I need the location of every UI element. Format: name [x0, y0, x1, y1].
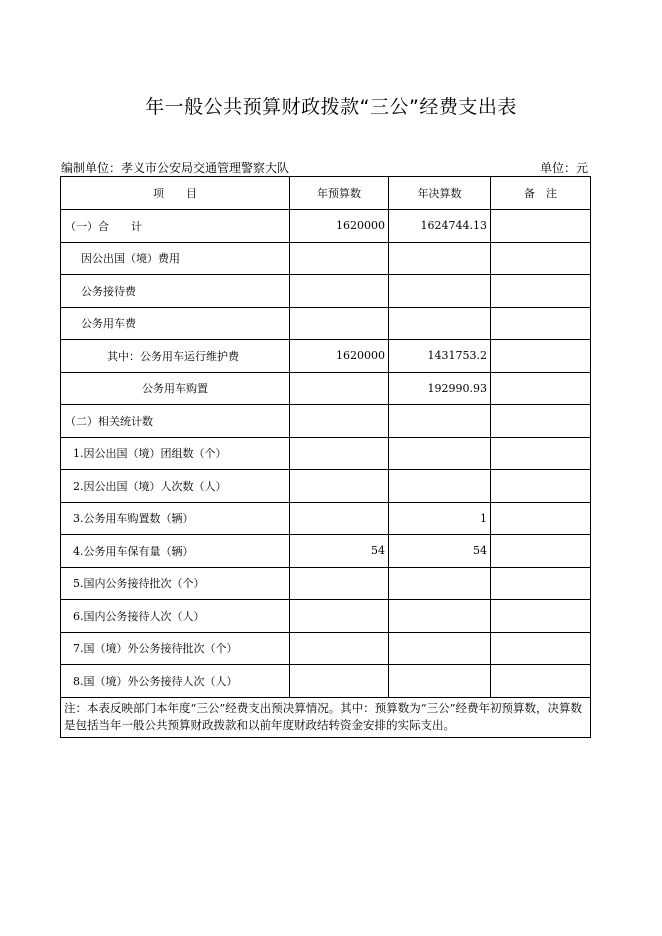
- row-budget: [290, 405, 389, 438]
- row-item: （一）合 计: [61, 210, 290, 243]
- row-final: [389, 437, 491, 470]
- row-item: 公务接待费: [61, 275, 290, 308]
- row-budget: [290, 470, 389, 503]
- row-remark: [491, 307, 591, 340]
- table-row: [61, 340, 591, 373]
- row-remark: [491, 502, 591, 535]
- row-remark: [491, 600, 591, 633]
- row-budget: [290, 665, 389, 698]
- row-remark: [491, 470, 591, 503]
- row-remark: [491, 372, 591, 405]
- table-note: 注：本表反映部门本年度“三公”经费支出预决算情况。其中：预算数为“三公”经费年初预算数，决算数是包括当年一般公共预算财政拨款和以前年度财政结转资金安排的实际支出。: [61, 697, 591, 737]
- table-row: [61, 600, 591, 633]
- row-item: 因公出国（境）费用: [61, 242, 290, 275]
- row-budget: [290, 275, 389, 308]
- row-budget: 54: [290, 535, 389, 568]
- row-remark: [491, 437, 591, 470]
- row-final: [389, 307, 491, 340]
- row-budget: [290, 567, 389, 600]
- row-final: [389, 632, 491, 665]
- row-item: 3.公务用车购置数（辆）: [61, 502, 290, 535]
- header-item: 项 目: [61, 177, 290, 210]
- table-row: [61, 470, 591, 503]
- row-final: 1624744.13: [389, 210, 491, 243]
- row-item: 4.公务用车保有量（辆）: [61, 535, 290, 568]
- row-final: 192990.93: [389, 372, 491, 405]
- page-title: 年一般公共预算财政拨款“三公”经费支出表: [145, 96, 517, 118]
- table-row: [61, 665, 591, 698]
- row-final: [389, 405, 491, 438]
- table-row: [61, 307, 591, 340]
- row-budget: 1620000: [290, 340, 389, 373]
- table-row: [61, 275, 591, 308]
- row-remark: [491, 405, 591, 438]
- row-final: 1431753.2: [389, 340, 491, 373]
- row-final: [389, 600, 491, 633]
- table-row: [61, 632, 591, 665]
- note-row: [61, 697, 591, 737]
- row-item: 其中：公务用车运行维护费: [61, 340, 290, 373]
- table-row: [61, 502, 591, 535]
- row-item: （二）相关统计数: [61, 405, 290, 438]
- row-final: 54: [389, 535, 491, 568]
- row-budget: [290, 600, 389, 633]
- table-header-row: [61, 177, 591, 210]
- header-remark: 备 注: [491, 177, 591, 210]
- row-final: 1: [389, 502, 491, 535]
- table-row: [61, 437, 591, 470]
- row-item: 6.国内公务接待人次（人）: [61, 600, 290, 633]
- row-final: [389, 242, 491, 275]
- row-budget: [290, 372, 389, 405]
- row-final: [389, 275, 491, 308]
- row-remark: [491, 275, 591, 308]
- table-row: [61, 535, 591, 568]
- expense-table: [60, 176, 591, 738]
- row-item: 8.国（境）外公务接待人次（人）: [61, 665, 290, 698]
- row-remark: [491, 567, 591, 600]
- row-final: [389, 567, 491, 600]
- header-final: 年决算数: [389, 177, 491, 210]
- row-remark: [491, 340, 591, 373]
- row-budget: [290, 242, 389, 275]
- row-remark: [491, 242, 591, 275]
- row-remark: [491, 210, 591, 243]
- row-item: 2.因公出国（境）人次数（人）: [61, 470, 290, 503]
- org-label: 编制单位：孝义市公安局交通管理警察大队: [61, 161, 290, 175]
- row-item: 5.国内公务接待批次（个）: [61, 567, 290, 600]
- table-row: [61, 210, 591, 243]
- row-final: [389, 470, 491, 503]
- row-remark: [491, 665, 591, 698]
- unit-label: 单位：元: [539, 161, 588, 175]
- row-budget: [290, 632, 389, 665]
- table-row: [61, 405, 591, 438]
- row-item: 7.国（境）外公务接待批次（个）: [61, 632, 290, 665]
- row-remark: [491, 535, 591, 568]
- row-remark: [491, 632, 591, 665]
- row-final: [389, 665, 491, 698]
- row-budget: [290, 437, 389, 470]
- row-item: 1.因公出国（境）团组数（个）: [61, 437, 290, 470]
- table-row: [61, 567, 591, 600]
- row-budget: [290, 502, 389, 535]
- table-row: [61, 372, 591, 405]
- row-item: 公务用车购置: [61, 372, 290, 405]
- table-row: [61, 242, 591, 275]
- row-budget: 1620000: [290, 210, 389, 243]
- row-budget: [290, 307, 389, 340]
- header-budget: 年预算数: [290, 177, 389, 210]
- row-item: 公务用车费: [61, 307, 290, 340]
